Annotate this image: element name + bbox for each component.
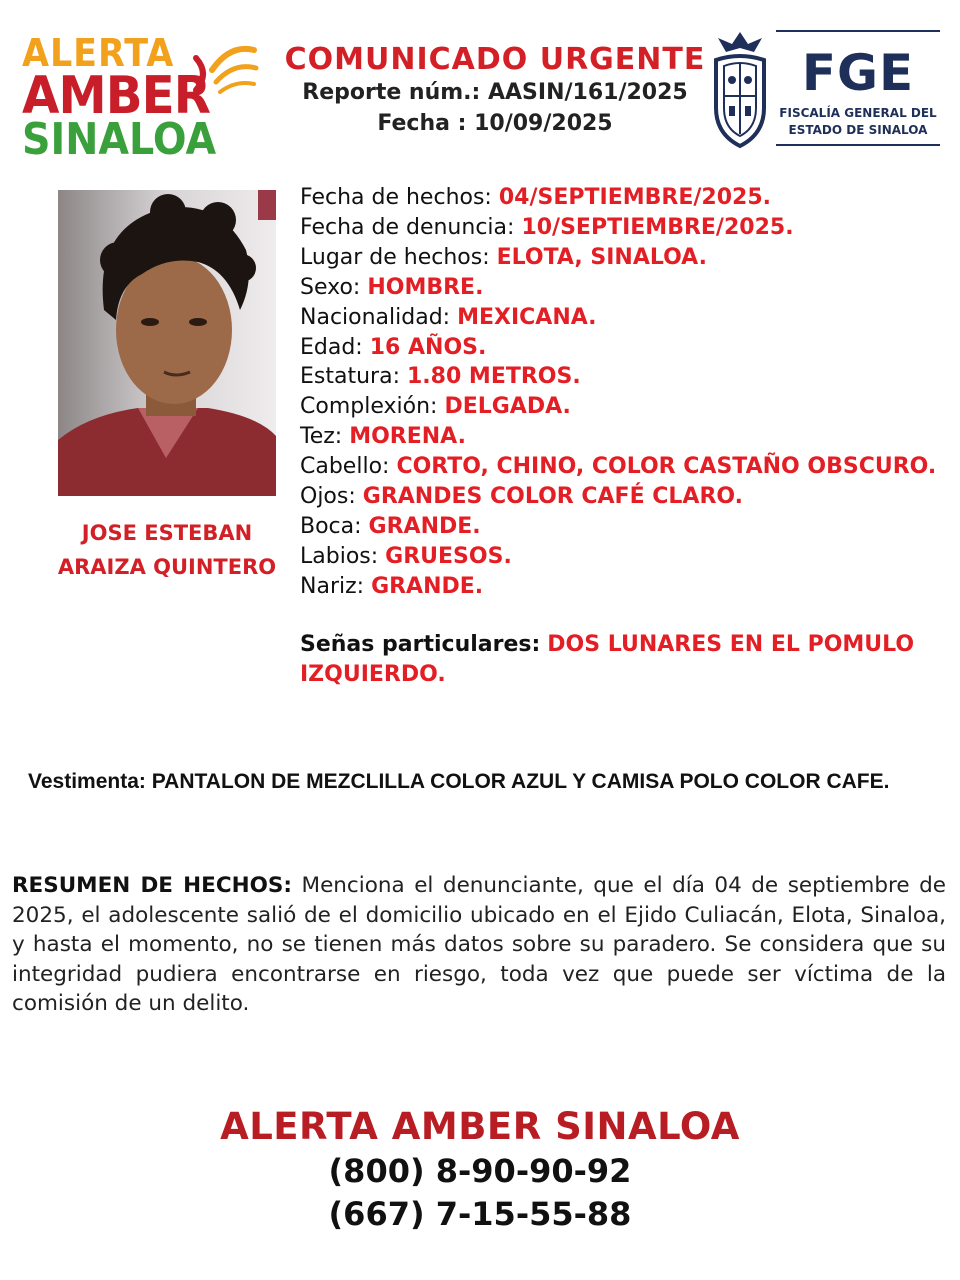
case-summary (12, 871, 946, 1019)
detail-value: HOMBRE. (367, 274, 484, 300)
detail-value: DELGADA. (444, 394, 571, 420)
detail-label: Fecha de hechos: (300, 185, 492, 210)
report-number: Reporte núm.: AASIN/161/2025 (302, 80, 688, 105)
person-details-list (300, 183, 950, 602)
detail-row (300, 303, 950, 333)
detail-label: Nariz: (300, 573, 365, 599)
logo-alerta-text: ALERTA (22, 31, 175, 75)
footer-title: ALERTA AMBER SINALOA (220, 1105, 740, 1148)
phone-number-1: (800) 8-90-90-92 (328, 1152, 632, 1190)
detail-label: Labios: (300, 543, 379, 569)
detail-value: 16 AÑOS. (369, 334, 487, 360)
detail-value: ELOTA, SINALOA. (496, 244, 707, 270)
detail-row (300, 213, 950, 243)
distinguishing-marks (300, 630, 940, 690)
senas-label: Señas particulares: (300, 632, 541, 657)
detail-row (300, 572, 950, 602)
detail-label: Sexo: (300, 274, 361, 300)
detail-label: Ojos: (300, 484, 356, 510)
detail-value: GRANDE. (371, 573, 484, 599)
detail-label: Fecha de denuncia: (300, 214, 515, 240)
detail-label: Cabello: (300, 454, 390, 480)
detail-label: Edad: (300, 334, 363, 360)
detail-value: GRUESOS. (385, 543, 512, 569)
detail-row (300, 512, 950, 542)
resumen-label: RESUMEN DE HECHOS: (12, 873, 292, 898)
communique-title: COMUNICADO URGENTE (284, 42, 706, 77)
vestimenta-value: PANTALON DE MEZCLILLA COLOR AZUL Y CAMISA POLO COLOR CAFE. (151, 770, 890, 793)
detail-value: MORENA. (349, 424, 466, 450)
detail-row (300, 362, 950, 392)
fge-name-line1: FISCALÍA GENERAL DEL (779, 106, 937, 120)
detail-value: GRANDES COLOR CAFÉ CLARO. (362, 484, 743, 510)
senas-value: DOS LUNARES EN EL POMULO IZQUIERDO. (300, 632, 915, 687)
person-name-line1: JOSE ESTEBAN (81, 521, 253, 545)
detail-label: Boca: (300, 513, 362, 539)
detail-row (300, 243, 950, 273)
detail-label: Estatura: (300, 364, 400, 390)
fge-logo (776, 30, 940, 148)
alerta-amber-logo (22, 28, 262, 163)
detail-row (300, 273, 950, 303)
state-seal-icon (710, 30, 770, 150)
detail-value: 04/SEPTIEMBRE/2025. (498, 185, 771, 210)
missing-person-photo (58, 190, 276, 496)
detail-value: MEXICANA. (457, 304, 597, 330)
detail-row (300, 333, 950, 363)
report-date: Fecha : 10/09/2025 (377, 111, 613, 136)
detail-row (300, 542, 950, 572)
vestimenta-label: Vestimenta: (28, 770, 146, 793)
detail-row (300, 392, 950, 422)
detail-label: Nacionalidad: (300, 304, 451, 330)
detail-row (300, 482, 950, 512)
clothing-description (28, 766, 928, 797)
detail-value: 1.80 METROS. (406, 364, 581, 390)
detail-value: CORTO, CHINO, COLOR CASTAÑO OBSCURO. (396, 454, 937, 480)
detail-row (300, 452, 950, 482)
detail-label: Tez: (300, 424, 343, 450)
detail-value: GRANDE. (368, 513, 481, 539)
detail-row (300, 183, 950, 213)
resumen-text: Menciona el denunciante, que el día 04 de septiembre de 2025, el adolescente salió de el domicilio ubicado en el Ejido Culiacán, Elota, Sinaloa, y hasta el momento, no se tienen más datos sobre su paradero. Se considera que su integridad pudiera encontrarse en riesgo, toda vez que puede ser víctima de la comisión de un delito. (12, 873, 946, 1017)
signal-waves-icon (190, 34, 260, 104)
detail-value: 10/SEPTIEMBRE/2025. (521, 214, 794, 240)
fge-abbr: FGE (801, 44, 915, 102)
logo-amber-text: AMBER (22, 66, 211, 126)
phone-number-2: (667) 7-15-55-88 (328, 1195, 632, 1233)
detail-label: Lugar de hechos: (300, 244, 490, 270)
detail-row (300, 422, 950, 452)
logo-sinaloa-text: SINALOA (22, 114, 217, 165)
detail-label: Complexión: (300, 394, 438, 420)
person-name-line2: ARAIZA QUINTERO (57, 555, 277, 579)
fge-name-line2: ESTADO DE SINALOA (788, 123, 928, 137)
